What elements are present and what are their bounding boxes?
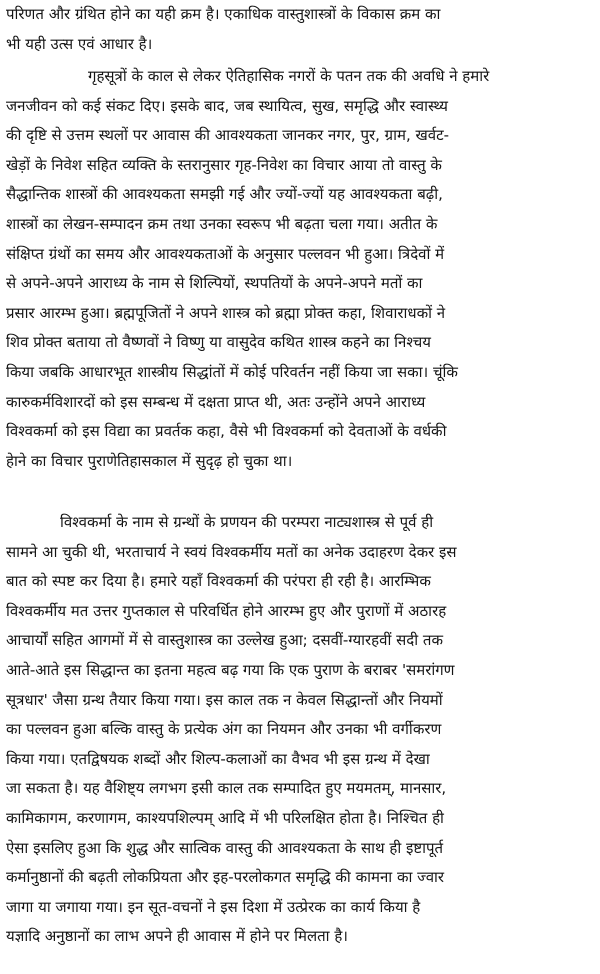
- text-line: आचार्यों सहित आगमों में से वास्तुशास्त्र का उल्लेख हुआ; दसवीं-ग्यारहवीं सदी तक: [6, 631, 443, 650]
- text-line: शिव प्रोक्त बताया तो वैष्णवों ने विष्णु या वासुदेव कथित शास्त्र कहने का निश्चय: [6, 333, 431, 352]
- text-line: सामने आ चुकी थी, भरताचार्य ने स्वयं विश्वकर्मीय मतों का अनेक उदाहरण देकर इस: [6, 542, 457, 561]
- text-line: से अपने-अपने आराध्य के नाम से शिल्पियों, स्थपतियों के अपने-अपने मतों का: [6, 274, 423, 293]
- text-line: विश्वकर्मा को इस विद्या का प्रवर्तक कहा, वैसे भी विश्वकर्मा को देवताओं के वर्धकी: [6, 422, 447, 441]
- text-line: जा सकता है। यह वैशिष्ट्य लगभग इसी काल तक सम्पादित हुए मयमतम्, मानसार,: [6, 779, 447, 798]
- text-line: संक्षिप्त ग्रंथों का समय और आवश्यकताओं के अनुसार पल्लवन भी हुआ। त्रिदेवों में: [6, 244, 445, 263]
- text-line: विश्वकर्मीय मत उत्तर गुप्तकाल से परिवर्धित होने आरम्भ हुए और पुराणों में अठारह: [6, 601, 447, 620]
- text-line: किया गया। एतद्विषयक शब्दों और शिल्प-कलाओं का वैभव भी इस ग्रन्थ में देखा: [6, 749, 430, 768]
- text-line: यज्ञादि अनुष्ठानों का लाभ अपने ही आवास में होने पर मिलता है।: [6, 927, 348, 946]
- text-line: का पल्लवन हुआ बल्कि वास्तु के प्रत्येक अंग का नियमन और उनका भी वर्गीकरण: [6, 720, 442, 739]
- text-line: गृहसूत्रों के काल से लेकर ऐतिहासिक नगरों के पतन तक की अवधि ने हमारे: [88, 67, 490, 85]
- text-line: हेाने का विचार पुराणेतिहासकाल में सुदृढ़ हो चुका था।: [6, 451, 293, 470]
- text-line: सैद्धान्तिक शास्त्रों की आवश्यकता समझी गई और ज्यों-ज्यों यह आवश्यकता बढ़ी,: [6, 185, 443, 204]
- text-line: भी यही उत्स एवं आधार है।: [6, 34, 153, 53]
- text-line: ऐसा इसलिए हुआ कि शुद्ध और सात्विक वास्तु की आवश्यकता के साथ ही इष्टापूर्त: [6, 838, 444, 857]
- text-line: परिणत और ग्रंथित होने का यही क्रम है। एकाधिक वास्तुशास्त्रों के विकास क्रम का: [6, 5, 441, 23]
- text-line: जनजीवन को कई संकट दिए। इसके बाद, जब स्थायित्व, सुख, समृद्धि और स्वास्थ्य: [6, 96, 448, 115]
- paragraph-2: [0, 62, 600, 476]
- text-line: प्रसार आरम्भ हुआ। ब्रह्मपूजितों ने अपने शास्त्र को ब्रह्मा प्रोक्त कहा, शिवाराधकों ने: [6, 303, 446, 322]
- text-line: विश्वकर्मा के नाम से ग्रन्थों के प्रणयन की परम्परा नाट्यशास्त्र से पूर्व ही: [60, 513, 434, 531]
- text-line: सूत्रधार' जैसा ग्रन्थ तैयार किया गया। इस काल तक न केवल सिद्धान्तों और नियमों: [6, 690, 443, 709]
- text-line: शास्त्रों का लेखन-सम्पादन क्रम तथा उनका स्वरूप भी बढ़ता चला गया। अतीत के: [6, 214, 438, 233]
- text-line: की दृष्टि से उत्तम स्थलों पर आवास की आवश्यकता जानकर नगर, पुर, ग्राम, खर्वट-: [6, 126, 450, 145]
- text-line: आते-आते इस सिद्धान्त का इतना महत्व बढ़ गया कि एक पुराण के बराबर 'समरांगण: [6, 660, 455, 679]
- text-line: कर्मानुष्ठानों की बढ़ती लोकप्रियता और इह-परलोकगत समृद्धि की कामना का ज्वार: [6, 868, 445, 887]
- text-line: खेड़ों के निवेश सहित व्यक्ति के स्तरानुसार गृह-निवेश का विचार आया तो वास्तु के: [6, 155, 442, 174]
- text-line: किया जबकि आधारभूत शास्त्रीय सिद्धांतों में कोई परिवर्तन नहीं किया जा सका। चूंकि: [6, 362, 458, 381]
- paragraph-3: [0, 508, 600, 952]
- text-line: कामिकागम, करणागम, काश्यपशिल्पम् आदि में भी परिलक्षित होता है। निश्चित ही: [6, 808, 444, 827]
- paragraph-1: [0, 0, 600, 59]
- text-line: कारुकर्मविशारदों को इस सम्बन्ध में दक्षता प्राप्त थी, अतः उन्होंने अपने आराध्य: [6, 392, 426, 411]
- text-line: जागा या जगाया गया। इन सूत-वचनों ने इस दिशा में उत्प्रेरक का कार्य किया है: [6, 897, 421, 916]
- text-line: बात को स्पष्ट कर दिया है। हमारे यहाँ विश्वकर्मा की परंपरा ही रही है। आरम्भिक: [6, 572, 431, 591]
